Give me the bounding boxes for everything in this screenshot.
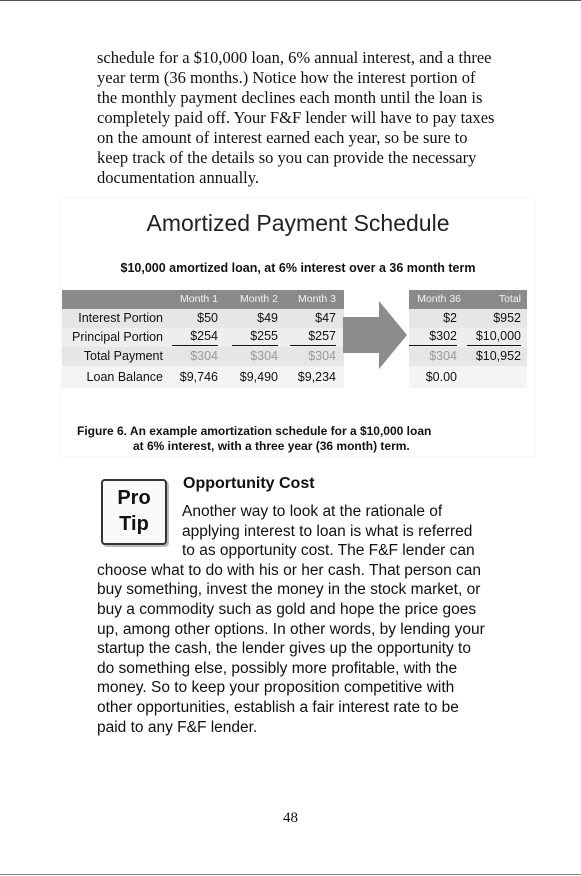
table-cell: $47 — [315, 311, 336, 325]
paragraph-line: buy a commodity such as gold and hope the price goes — [97, 600, 477, 618]
table-cell: $9,490 — [239, 370, 278, 384]
row-label: Total Payment — [83, 349, 163, 363]
table-cell: $9,234 — [297, 370, 336, 384]
pro-tip-word: Pro — [117, 487, 151, 509]
bottom-rule — [0, 874, 581, 875]
intro-line: schedule for a $10,000 loan, 6% annual interest, and a three — [97, 48, 492, 67]
table-cell: $952 — [493, 311, 521, 325]
table-cell: $0.00 — [425, 370, 457, 384]
intro-line: the monthly payment declines each month until the loan is — [97, 88, 483, 107]
table-cell: $9,746 — [179, 370, 218, 384]
intro-line: year term (36 months.) Notice how the interest portion of — [97, 68, 476, 87]
intro-line: keep track of the details so you can provide the necessary — [97, 148, 477, 167]
caption-line: Figure 6. An example amortization schedule for a $10,000 loan — [77, 424, 432, 438]
top-rule — [0, 0, 581, 1]
paragraph-line: choose what to do with his or her cash. That person can — [97, 561, 481, 579]
intro-line: on the amount of interest earned each year, so be sure to — [97, 128, 468, 147]
table-cell: $254 — [172, 328, 218, 346]
paragraph-line: Another way to look at the rationale of — [182, 503, 443, 520]
right-arrow-icon — [343, 299, 409, 371]
opportunity-paragraph — [97, 502, 537, 737]
intro-line: documentation annually. — [97, 168, 260, 187]
table-row-total-payment — [409, 347, 527, 366]
table-row-principal — [409, 328, 527, 347]
table-cell: $50 — [197, 311, 218, 325]
table-cell: $2 — [443, 311, 457, 325]
row-label: Interest Portion — [78, 311, 163, 325]
amortization-figure — [62, 198, 534, 456]
table-cell: $304 — [250, 349, 278, 363]
page-number: 48 — [283, 810, 298, 826]
table-cell: $49 — [257, 311, 278, 325]
table-row-balance — [409, 366, 527, 388]
paragraph-line: applying interest to loan is what is referred — [182, 522, 473, 540]
section-heading: Opportunity Cost — [183, 475, 315, 492]
header-month-1: Month 1 — [180, 293, 218, 305]
paragraph-line: money. So to keep your proposition competitive with — [97, 679, 455, 697]
table-row-total-payment — [62, 347, 344, 366]
figure-subtitle: $10,000 amortized loan, at 6% interest over a 36 month term — [120, 261, 476, 275]
intro-paragraph — [97, 48, 529, 188]
table-cell: $304 — [308, 349, 336, 363]
table-row-interest — [409, 309, 527, 328]
table-cell: $304 — [429, 349, 457, 363]
schedule-table-right — [409, 290, 527, 390]
paragraph-line: buy something, invest the money in the stock market, or — [97, 581, 481, 599]
figure-caption — [77, 424, 497, 454]
table-cell: $304 — [190, 349, 218, 363]
header-total: Total — [498, 293, 521, 305]
table-row-principal — [62, 328, 344, 347]
paragraph-line: do something else, possibly more profitable, with the — [97, 659, 458, 677]
table-header-row — [409, 290, 527, 309]
paragraph-line: startup the cash, the lender gives up the opportunity to — [97, 640, 471, 658]
table-header-row — [62, 290, 344, 309]
table-cell: $255 — [232, 328, 278, 346]
table-cell: $302 — [409, 328, 457, 346]
schedule-table-left — [62, 290, 344, 390]
figure-title: Amortized Payment Schedule — [146, 210, 450, 236]
paragraph-line: paid to any F&F lender. — [97, 718, 258, 736]
header-month-2: Month 2 — [240, 293, 278, 305]
paragraph-line: to as opportunity cost. The F&F lender can — [182, 542, 475, 560]
row-label: Loan Balance — [86, 370, 163, 384]
table-row-balance — [62, 366, 344, 388]
paragraph-line: other opportunities, establish a fair interest rate to be — [97, 698, 459, 716]
caption-line: at 6% interest, with a three year (36 month) term. — [133, 439, 410, 453]
header-month-36: Month 36 — [417, 293, 461, 305]
intro-line: completely paid off. Your F&F lender will have to pay taxes — [97, 108, 495, 127]
pro-tip-word: Tip — [119, 513, 149, 535]
table-cell: $257 — [290, 328, 336, 346]
table-row-interest — [62, 309, 344, 328]
table-cell: $10,952 — [475, 349, 521, 363]
paragraph-line: up, among other options. In other words, by lending your — [97, 620, 485, 638]
header-month-3: Month 3 — [298, 293, 336, 305]
row-label: Principal Portion — [71, 330, 163, 344]
table-cell: $10,000 — [467, 328, 521, 346]
